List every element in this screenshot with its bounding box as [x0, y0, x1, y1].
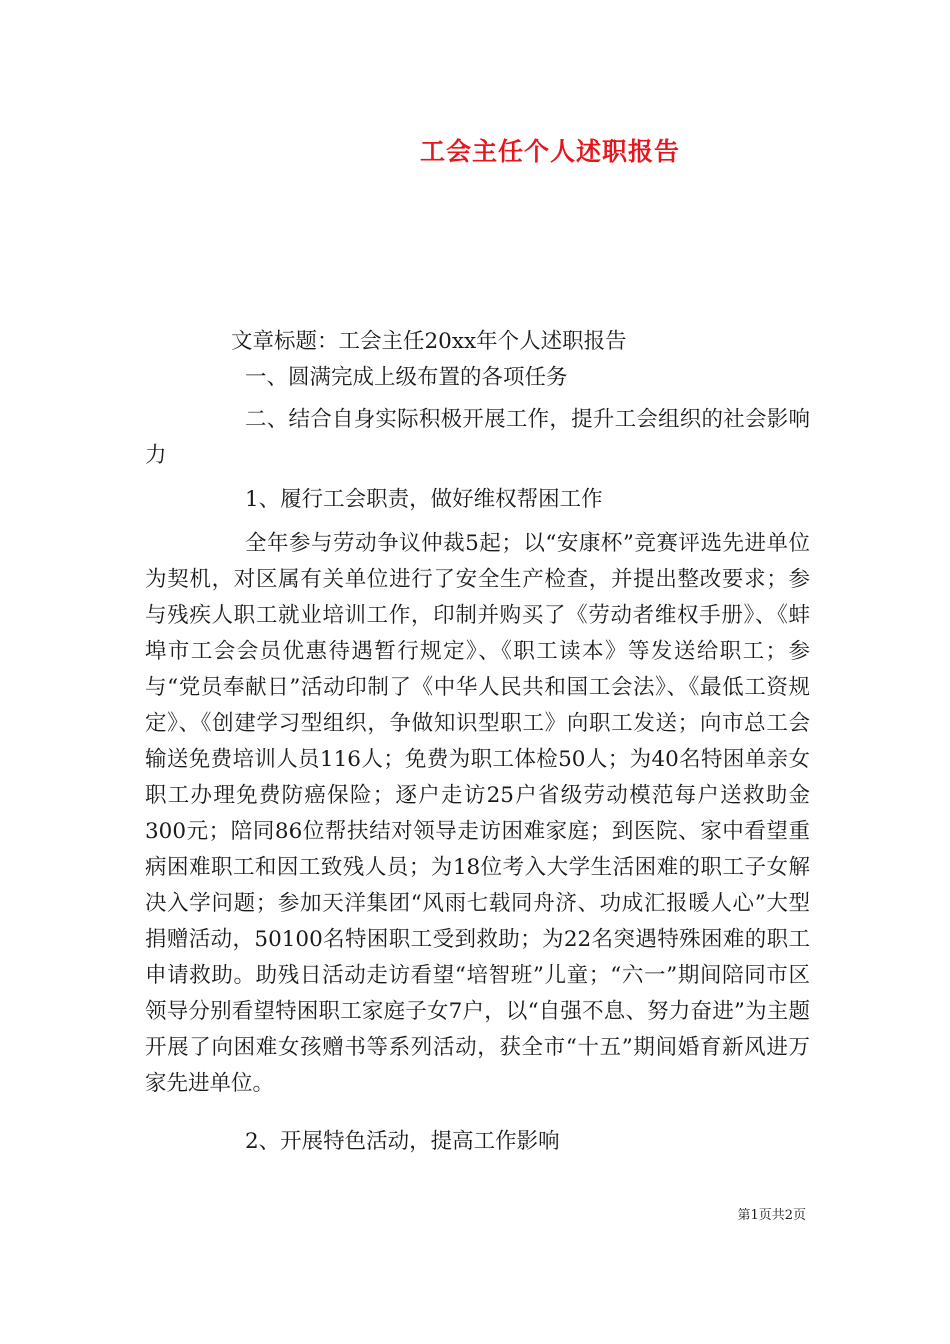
subsection-heading-1: 1、履行工会职责，做好维权帮困工作 [245, 487, 603, 512]
section-heading-1: 一、圆满完成上级布置的各项任务 [245, 365, 568, 390]
article-title-line: 文章标题：工会主任20xx年个人述职报告 [231, 329, 627, 354]
page-number: 第1页共2页 [737, 1208, 806, 1223]
document-body [145, 324, 810, 1160]
subsection-heading-2: 2、开展特色活动，提高工作影响 [245, 1129, 560, 1154]
document-title: 工会主任个人述职报告 [419, 137, 680, 166]
section-heading-2: 二、结合自身实际积极开展工作，提升工会组织的社会影响力 [145, 407, 810, 468]
body-paragraph: 全年参与劳动争议仲裁5起；以“安康杯”竞赛评选先进单位为契机，对区属有关单位进行了安全生产检查，并提出整改要求；参与残疾人职工就业培训工作，印制并购买了《劳动者维权手册》、《蚌埠市工会会员优惠待遇暂行规定》、《职工读本》等发送给职工；参与“党员奉献日”活动印制了《中华人民共和国工会法》、《最低工资规定》、《创建学习型组织，争做知识型职工》向职工发送；向市总工会输送免费培训人员116人；免费为职工体检50人；为40名特困单亲女职工办理免费防癌保险；逐户走访25户省级劳动模范每户送救助金300元；陪同86位帮扶结对领导走访困难家庭；到医院、家中看望重病困难职工和因工致残人员；为18位考入大学生活困难的职工子女解决入学问题；参加天洋集团“风雨七载同舟济、功成汇报暖人心”大型捐赠活动，50100名特困职工受到救助；为22名突遇特殊困难的职工申请救助。助残日活动走访看望“培智班”儿童；“六一”期间陪同市区领导分别看望特困职工家庭子女7户，以“自强不息、努力奋进”为主题开展了向困难女孩赠书等系列活动，获全市“十五”期间婚育新风进万家先进单位。 [145, 531, 811, 1096]
